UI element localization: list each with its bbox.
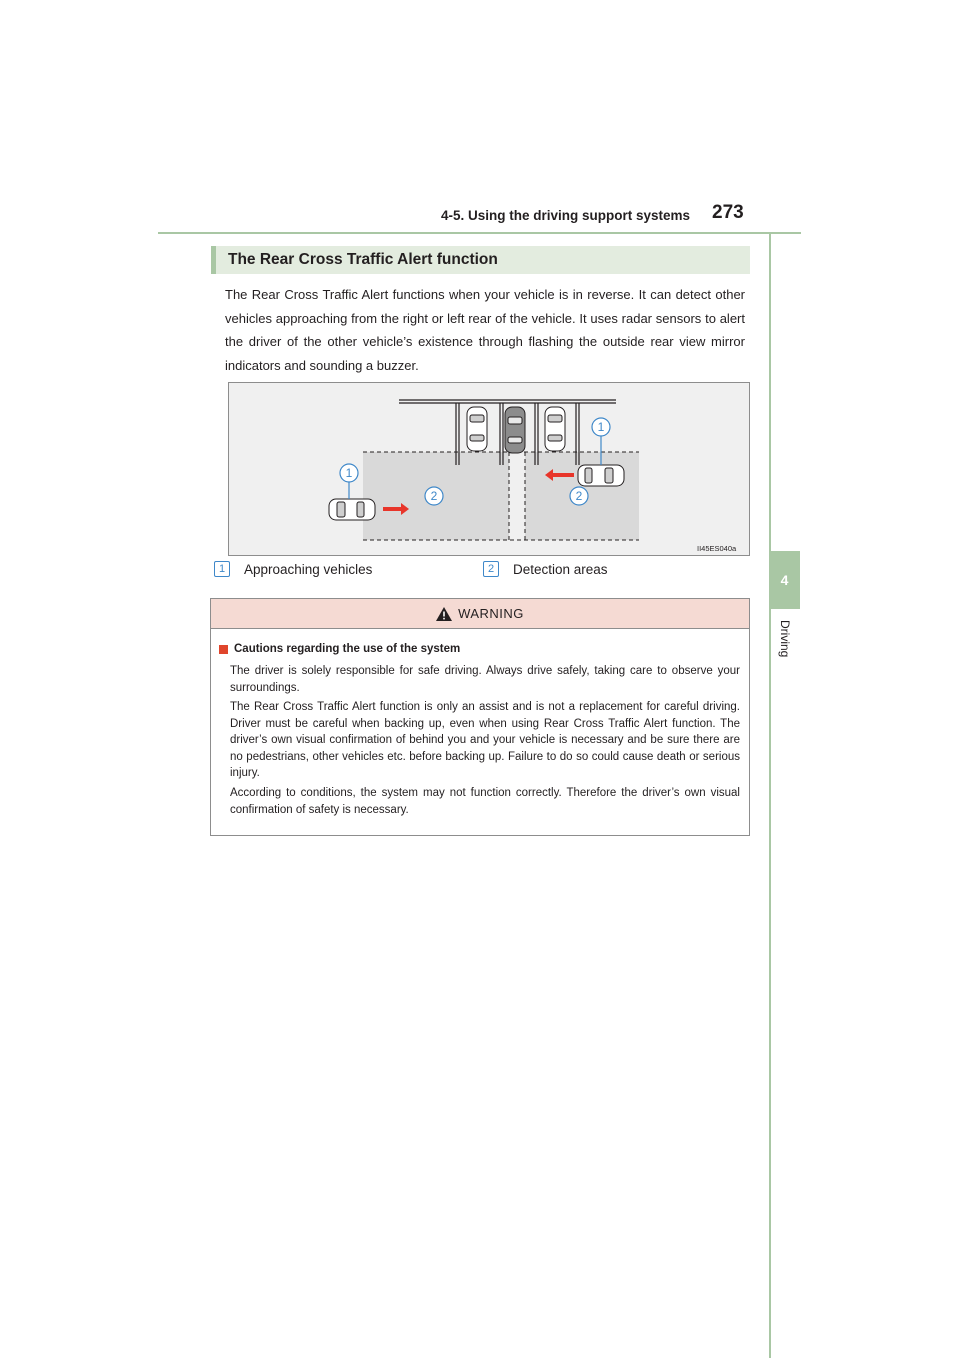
warning-header — [211, 599, 749, 629]
legend-item-detection — [483, 561, 608, 577]
chapter-number: 4 — [780, 572, 789, 588]
warning-heading: WARNING — [458, 606, 524, 621]
legend-item-approaching — [214, 561, 372, 577]
warning-subheading — [219, 643, 460, 655]
page-number: 273 — [712, 202, 744, 223]
warning-paragraph: The driver is solely responsible for safe driving. Always drive safely, taking care to observe your surroundings. — [230, 665, 740, 694]
warning-subheading-text: Cautions regarding the use of the system — [234, 643, 461, 655]
warning-paragraph: The Rear Cross Traffic Alert function is only an assist and is not a replacement for careful driving. Driver must be careful when backing up, even when using Rear Cross Traffic Alert function. The driver’s own visual confirmation of behind you and your vehicle is necessary and be sure there are no pedestrians, other vehicles etc. before backing up. Failure to do so could cause death or serious injury. — [230, 701, 740, 779]
legend-number-1: 1 — [214, 561, 230, 577]
parking-diagram — [229, 383, 749, 555]
callout-2-left: 2 — [430, 489, 438, 503]
warning-paragraph: According to conditions, the system may not function correctly. Therefore the driver’s own visual confirmation of safety is necessary. — [230, 787, 740, 816]
header-rule — [158, 232, 801, 234]
intro-paragraph: The Rear Cross Traffic Alert functions when your vehicle is in reverse. It can detect other vehicles approaching from the right or left rear of the vehicle. It uses radar sensors to alert the driver of the other vehicle’s existence through flashing the outside rear view mirror indicators and sounding a buzzer. — [225, 287, 745, 373]
approaching-vehicle-right — [578, 465, 624, 486]
chapter-label: Driving — [778, 620, 792, 658]
running-header: 4-5. Using the driving support systems — [440, 208, 690, 223]
figure-code: II45ES040a — [697, 544, 737, 553]
legend-number-2: 2 — [483, 561, 499, 577]
warning-box — [210, 598, 750, 836]
square-bullet-icon — [219, 645, 228, 654]
section-title: The Rear Cross Traffic Alert function — [228, 251, 498, 268]
rcta-illustration — [228, 382, 750, 556]
callout-1-left: 1 — [345, 466, 353, 480]
parked-cars — [467, 407, 565, 453]
legend-label-detection: Detection areas — [513, 561, 608, 577]
side-rule — [769, 232, 771, 1358]
callout-2-right: 2 — [575, 489, 583, 503]
warning-triangle-icon — [436, 607, 452, 621]
approaching-vehicle-left — [329, 499, 375, 520]
callout-1-right: 1 — [597, 420, 605, 434]
chapter-tab[interactable] — [769, 551, 800, 609]
legend-label-approaching: Approaching vehicles — [244, 561, 373, 577]
section-title-bar — [211, 246, 750, 274]
